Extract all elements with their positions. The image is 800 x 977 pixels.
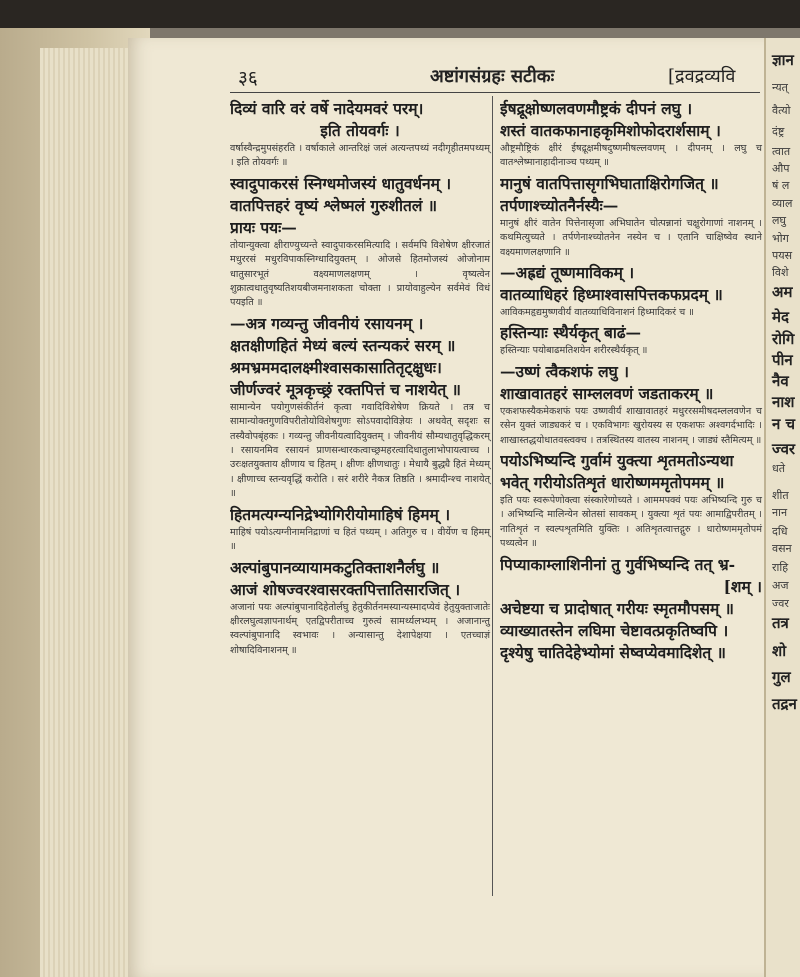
column-divider — [492, 96, 493, 896]
verse-line: अचेष्टया च प्रादोषात् गरीयः स्मृतमौपसम् ॥ — [500, 598, 734, 618]
verse-line: आजं शोषज्वरश्वासरक्तपित्तातिसारजित् । — [230, 579, 461, 599]
verse-line: पिप्याकाम्लाशिनीनां तु गुर्वभिष्यन्दि तत् भ्र- — [500, 554, 736, 574]
verse-line: तर्पणाश्च्योतनैर्नस्यैः— — [500, 195, 619, 215]
right-column — [500, 98, 762, 664]
verse-line: पयोऽभिष्यन्दि गुर्वामं युक्त्या शृतमतोऽन्यथा — [500, 451, 734, 471]
facing-page-text: ज्वर — [772, 440, 796, 458]
facing-page-text: पीन — [772, 351, 793, 369]
verse-line: अल्पांबुपानव्यायामकटुतिक्ताशनैर्लघु ॥ — [230, 557, 440, 577]
verse-line: हितमत्यग्न्यनिद्रेभ्योगिरीयोमाहिषं हिमम् । — [230, 504, 451, 524]
page-number: ३६ — [238, 67, 258, 89]
section-title: [द्रवद्रव्यवि — [668, 66, 736, 87]
facing-page-text: मेद — [772, 308, 789, 326]
facing-page-text: षं ल — [772, 179, 790, 192]
verse-line: जीर्णज्वरं मूत्रकृच्छ्रं रक्तपित्तं च नाशयेत् ॥ — [230, 379, 461, 399]
facing-page-text: धते — [772, 462, 786, 475]
facing-page-text: व्याल — [772, 197, 793, 210]
facing-page-text: तद्रन — [772, 695, 797, 713]
verse-line: शाखावातहरं साम्ललवणं जडताकरम् ॥ — [500, 383, 714, 403]
facing-page-text: त्वात — [772, 145, 791, 158]
facing-page-text: दंष्ट्र — [772, 125, 785, 138]
verse-line: भवेत् गरीयोऽतिशृतं धारोष्णममृतोपमम् ॥ — [500, 473, 725, 493]
verse-line: वातपित्तहरं वृष्यं श्लेष्मलं गुरुशीतलं ॥ — [230, 195, 438, 215]
facing-page-text: दधि — [772, 525, 788, 538]
verse-line: [शम् । — [723, 576, 762, 596]
facing-page-text: शो — [772, 642, 787, 660]
facing-page-text: ज्वर — [772, 597, 789, 610]
verse-line: —अत्र गव्यन्तु जीवनीयं रसायनम् । — [230, 313, 424, 333]
facing-page-fragment — [764, 38, 800, 977]
verse-line: श्रमभ्रममदालक्ष्मीश्वासकासातितृट्क्षुधः। — [230, 357, 442, 377]
verse-line: इति तोयवर्गः । — [320, 121, 400, 140]
header-rule — [230, 92, 760, 93]
facing-page-text: विशे — [772, 266, 789, 279]
commentary-paragraph: हस्तिन्याः पयोबाढमतिशयेन शरीरस्थैर्यकृत् ॥ — [500, 345, 648, 357]
commentary-paragraph: माहिषं पयोऽत्यग्नीनामनिद्राणां च हितं पथ्यम् । अतिगुरु च । वीर्येण च हिमम् ॥ — [230, 526, 490, 553]
facing-page-text: वसन — [772, 542, 792, 555]
facing-page-text: औप — [772, 162, 790, 175]
verse-line: प्रायः पयः— — [230, 217, 297, 237]
facing-page-text: अज — [772, 579, 789, 592]
commentary-paragraph: वर्षास्वैन्द्रमुपसंहरति । वर्षाकाले आन्तरिक्षं जलं अत्यन्तपथ्यं नदीगृहीतमपथ्यम् । इति तोयवर्गः ॥ — [230, 143, 490, 169]
facing-page-text: न च — [772, 415, 796, 433]
facing-page-text: लघु — [772, 214, 786, 227]
facing-page-text: वैत्यो — [772, 104, 791, 117]
running-title: अष्टांगसंग्रहः सटीकः — [430, 66, 555, 87]
verse-line: हस्तिन्याः स्थैर्यकृत् बाढं— — [500, 323, 642, 343]
verse-line: क्षतक्षीणहितं मेध्यं बल्यं स्तन्यकरं सरम् ॥ — [230, 335, 456, 355]
commentary-paragraph: इति पयः स्वरूपेणोक्त्वा संस्कारेणोच्यते । आममपक्वं पयः अभिष्यन्दि गुरु च । अभिष्यन्दि मालिन्येन स्रोतसां सावकम् । युक्त्या शृतं पयः आमाद्विपरीतम् । नातिशृतं न स्वल्पशृतमिति युक्तिः । अतिशृतत्वात्तद्गुरु । धारोष्णममृतोपमं पथ्यत्वेन ॥ — [500, 495, 762, 550]
commentary-paragraph: अजानां पयः अल्पांबुपानादिहेतोर्लघु हेतुकीर्तनमस्यान्यस्मादप्येवं हेतुयुक्ताजातेः क्षीरलघुत्वज्ञापनार्थम् एतद्विपरीताच्च गुरुत्वं सामर्थ्यलभ्यम् । अजानान्तु स्वल्पांबुपानादि स्वभावः । अन्यासान्तु देशापेक्षया । एतच्चाज्ञं शोषादिविनाशनम् ॥ — [230, 601, 490, 656]
commentary-paragraph: मानुषं क्षीरं वातेन पित्तेनासृजा अभिघातेन चोत्पन्नानां चक्षुरोगाणां नाशनम् । कथमित्युच्यते । तर्पणेनाश्च्योतनेन नस्येन च । एतानि चाक्षिष्वेव स्थाने वक्ष्यमाणलक्षणानि ॥ — [500, 217, 762, 258]
facing-page-text: राहि — [772, 561, 789, 574]
facing-page-text: शीत — [772, 489, 789, 502]
facing-page-text: नान — [772, 506, 788, 519]
verse-line: —उष्णं त्वैकशफं लघु । — [500, 361, 630, 381]
commentary-paragraph: एकशफस्यैकमेकशफं पयः उष्णवीर्यं शाखावातहरं मधुररसमीषदम्ललवणेन च रसेन युक्तं जाड्यकरं च । एकविभागः खुरोयस्य स एकशफः अश्वगर्दभादिः । शाखास्तद्धयोधातवस्त्वक्च । तत्रस्थितस्य वातस्य नाशनम् । जाड्यं स्तैमित्यम् ॥ — [500, 405, 762, 446]
facing-page-text: भोग — [772, 232, 789, 245]
facing-page-text: रोगि — [772, 330, 795, 348]
verse-line: ईषद्रूक्षोष्णलवणमौष्ट्रकं दीपनं लघु । — [500, 99, 693, 118]
verse-line: शस्तं वातकफानाहकृमिशोफोदरार्शसाम् । — [500, 121, 721, 140]
facing-page-text: नैव — [772, 372, 789, 390]
facing-page-text: न्यत् — [772, 81, 788, 94]
verse-line: —अह्रद्यं तूष्णमाविकम् । — [500, 263, 635, 283]
facing-page-text: तत्र — [772, 614, 789, 632]
commentary-paragraph: औष्ट्रमौष्ट्रिकं क्षीरं ईषद्रूक्षमीषदुष्णमीषल्लवणम् । दीपनम् । लघु च वातश्लेष्मानाहादीनाञ्च पथ्यम् ॥ — [500, 143, 762, 169]
page-header — [100, 64, 760, 88]
facing-page-text: नाश — [772, 393, 795, 411]
verse-line: व्याख्यातस्तेन लघिमा चेष्टावत्प्रकृतिष्वपि । — [500, 620, 729, 640]
verse-line: स्वादुपाकरसं स्निग्धमोजस्यं धातुवर्धनम् । — [230, 173, 452, 193]
facing-page-text: गुल — [772, 668, 791, 686]
commentary-paragraph: सामान्येन पयोगुणसंकीर्तनं कृत्वा गवादिविशेषेण क्रियते । तत्र च सामान्योक्तगुणविपरीतोयोविशेषगुणः सोऽपवादोविज्ञेयः । अथवेत् सदृशः स तस्यैवोपबृंहकः । गव्यन्तु जीवनीयत्वादियुक्तम् । जीवनीयं सौम्यधातुवृद्धिकरम् । रसायनमिव रसायनं प्राणसन्धारकत्वाच्छ्रमहरत्वादिधातुलाभोपायत्वाच्च । उरःक्षतयुक्ताय क्षीणाय च हितम् । क्षीणः क्षीणधातुः । मेधायै बुद्ध्यै हितं मेध्यम् । क्षीणाच्च स्तन्यवृद्धिं करोति । सरं शरीरे नैकत्र तिष्ठति । श्रमादीन्श्च नाशयेत् ॥ — [230, 401, 490, 500]
verse-line: दिव्यं वारि वरं वर्षे नादेयमवरं परम्। — [230, 99, 424, 118]
facing-page-text: ज्ञान — [772, 51, 794, 69]
facing-page-text: अम — [772, 283, 793, 301]
facing-page-text: पयस — [772, 249, 793, 262]
left-column — [230, 98, 490, 660]
commentary-paragraph: आविकमहृद्यमुष्णवीर्यं वातव्याधिविनाशनं हिध्मादिकरं च ॥ — [500, 307, 694, 319]
verse-line: वातव्याधिहरं हिध्माश्वासपित्तकफप्रदम् ॥ — [500, 285, 723, 305]
commentary-paragraph: तोयान्युक्त्वा क्षीराण्युच्यन्ते स्वादुपाकरसमित्यादि । सर्वमपि विशेषेण क्षीरजातं मधुररसं मधुरविपाकस्निग्धादियुक्तम् । ओजसे हितमोजस्यं ओजोनाम धातुसारभूतं वक्ष्यमाणलक्षणम् । वृष्यत्वेन शुक्रात्वधातुवृष्यतिशयबीजमनाशकता चोक्ता । प्रायोवाहुल्येन सर्वमेवं विधं पयइति ॥ — [230, 239, 490, 309]
verse-line: मानुषं वातपित्तासृगभिघाताक्षिरोगजित् ॥ — [500, 173, 719, 193]
verse-line: दृश्येषु चातिदेहेभ्योमां सेष्वप्येवमादिशेत् ॥ — [500, 642, 726, 662]
